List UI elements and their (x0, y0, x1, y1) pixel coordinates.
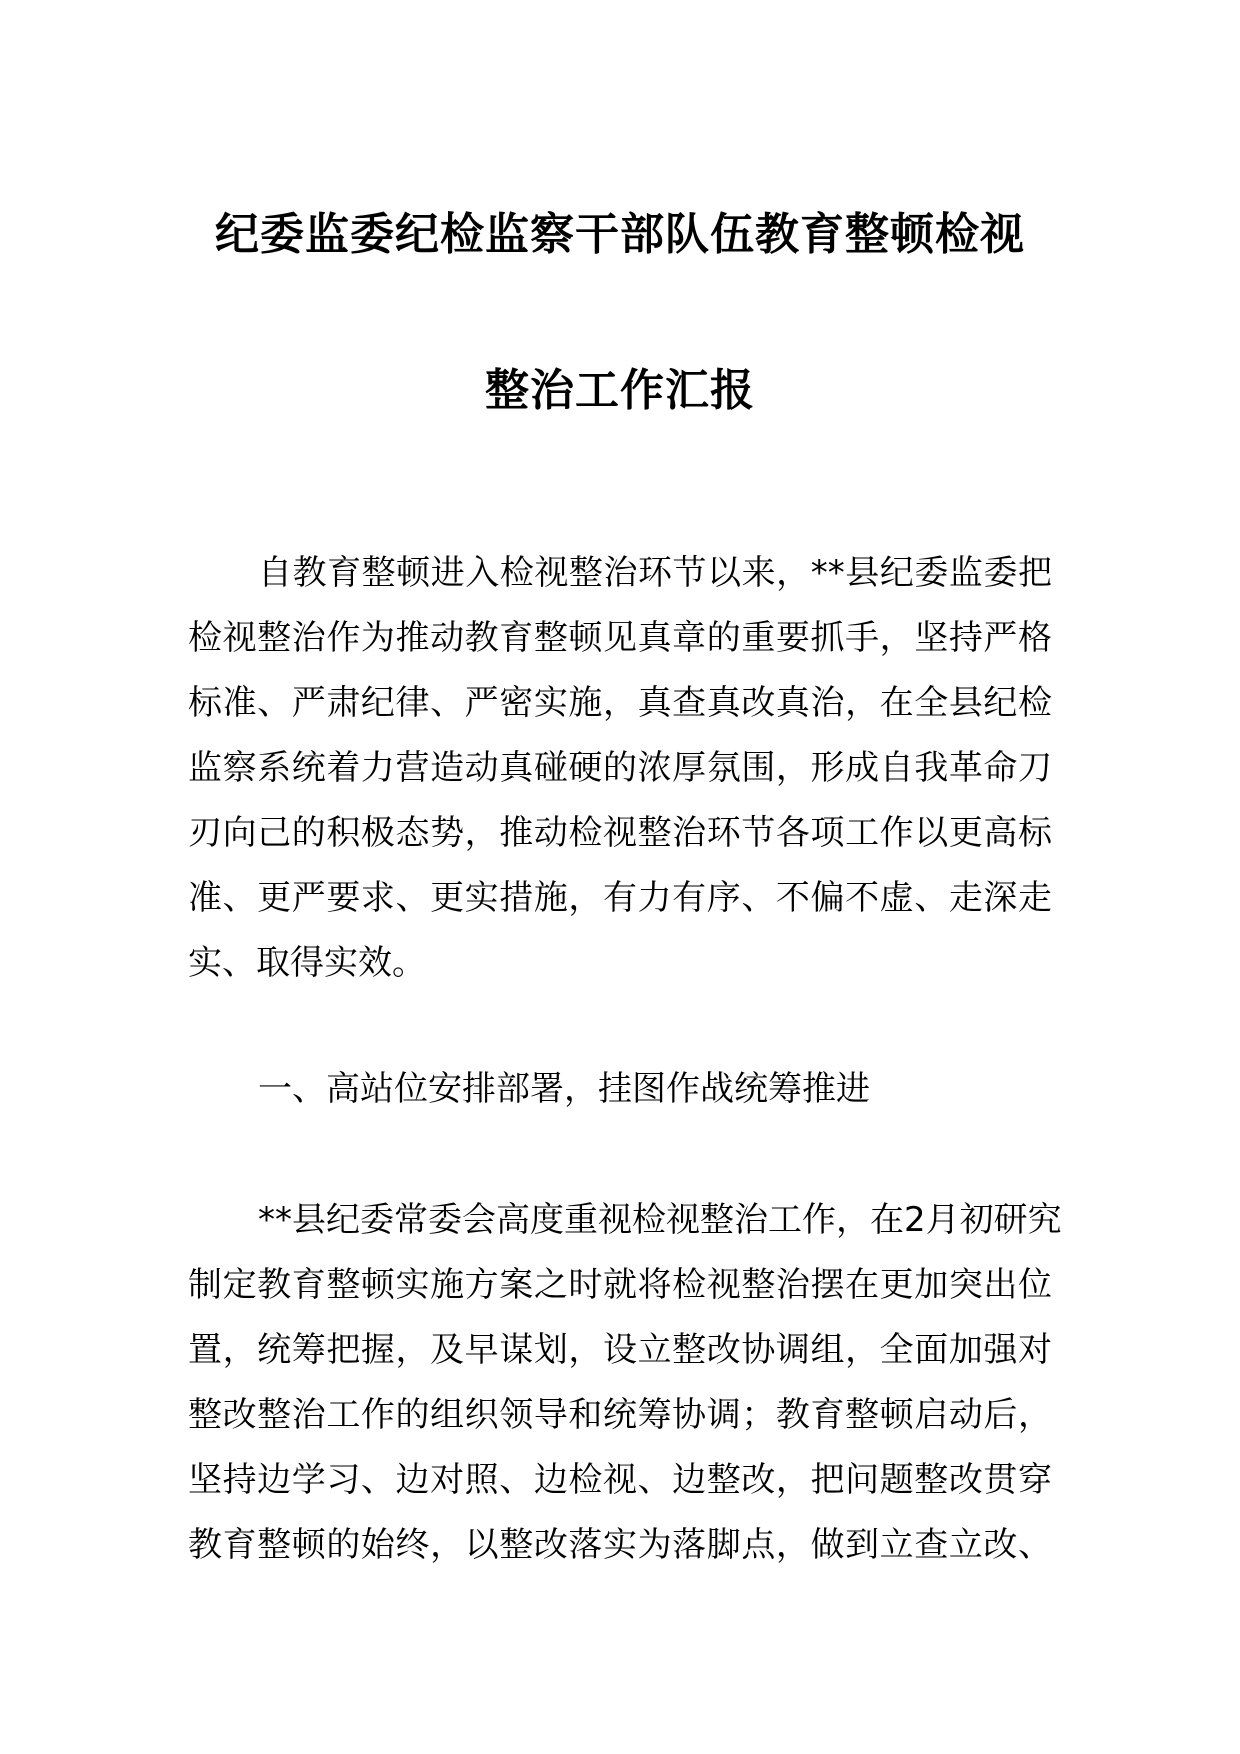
paragraph-line: 监察系统着力营造动真碰硬的浓厚氛围，形成自我革命刀 (188, 748, 1052, 788)
section-heading: 一、高站位安排部署，挂图作战统筹推进 (258, 1069, 870, 1109)
paragraph-line: 标准、严肃纪律、严密实施，真查真改真治，在全县纪检 (188, 683, 1052, 723)
paragraph-line: 检视整治作为推动教育整顿见真章的重要抓手，坚持严格 (188, 618, 1052, 658)
paragraph-line: 坚持边学习、边对照、边检视、边整改，把问题整改贯穿 (188, 1460, 1052, 1500)
paragraph-line: 刃向己的积极态势，推动检视整治环节各项工作以更高标 (188, 813, 1052, 853)
paragraph-line: 准、更严要求、更实措施，有力有序、不偏不虚、走深走 (188, 878, 1052, 918)
paragraph-line: 实、取得实效。 (188, 943, 426, 983)
paragraph-line: 整改整治工作的组织领导和统筹协调；教育整顿启动后， (188, 1395, 1052, 1435)
paragraph-line: 制定教育整顿实施方案之时就将检视整治摆在更加突出位 (188, 1265, 1052, 1305)
paragraph-line: 自教育整顿进入检视整治环节以来，**县纪委监委把 (258, 553, 1052, 593)
paragraph-line: 置，统筹把握，及早谋划，设立整改协调组，全面加强对 (188, 1330, 1052, 1370)
document-title-line-1: 纪委监委纪检监察干部队伍教育整顿检视 (215, 209, 1025, 260)
document-title-line-2: 整治工作汇报 (485, 365, 755, 416)
paragraph-line: 教育整顿的始终，以整改落实为落脚点，做到立查立改、 (188, 1525, 1052, 1565)
paragraph-line: **县纪委常委会高度重视检视整治工作，在2月初研究 (258, 1200, 1062, 1240)
